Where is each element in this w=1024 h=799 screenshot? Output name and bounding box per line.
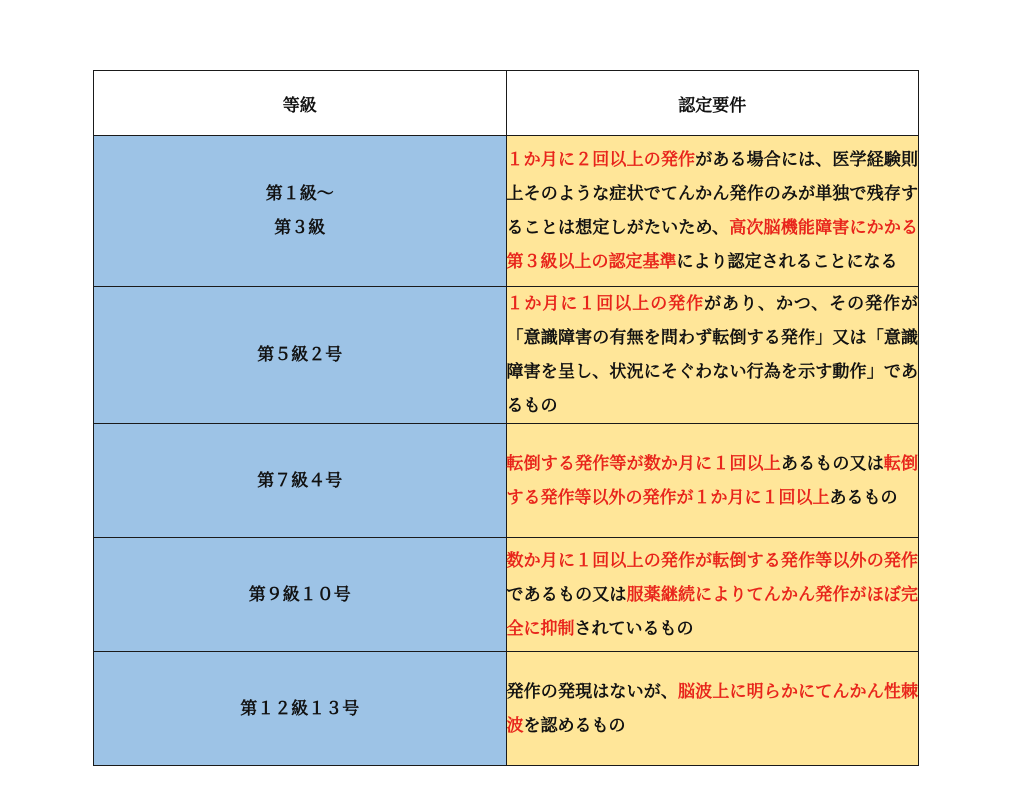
requirement-text: があり、かつ、その発作が「意識障害の有無を問わず転倒する発作」又は「意識障害を呈し、状況にそぐわない行為を示す動作」であるもの [506,294,918,416]
requirement-highlight: 転倒する発作等が数か月に１回以上 [506,453,781,474]
requirement-highlight: 服薬継続によりてんかん発作がほぼ完全に抑制 [506,584,919,639]
grade-table [93,70,919,766]
grade-label: 第１級～ [265,184,334,204]
requirement-highlight: 転倒する発作等以外の発作が１か月に１回以上 [506,453,919,508]
header-requirement: 認定要件 [506,71,919,136]
grade-label: 第３級 [274,218,326,238]
grade-cell [94,538,507,652]
requirement-cell [506,424,919,538]
requirement-cell [506,652,919,766]
requirement-cell [506,538,919,652]
table-row [94,424,919,538]
grade-table-container [93,70,919,766]
grade-cell [94,652,507,766]
requirement-highlight: １か月に２回以上の発作 [506,150,696,170]
grade-label: 第１２級１３号 [240,698,360,719]
requirement-text: により認定されることになる [676,252,898,272]
requirement-text: 発作の発現はないが、 [506,681,679,702]
grade-label: 第７級４号 [257,470,343,491]
requirement-highlight: 高次脳機能障害にかかる第３級以上の認定基準 [506,218,919,272]
requirement-text: がある場合には、医学経験則上そのような症状でてんかん発作のみが単独で残存することは想定しがたいため、 [506,150,919,238]
requirement-text: あるもの [829,487,898,508]
requirement-text: あるもの又は [780,453,884,474]
grade-label: 第９級１０号 [248,584,351,605]
table-body [94,136,919,766]
header-grade: 等級 [94,71,507,136]
requirement-cell [506,287,919,424]
grade-cell [94,424,507,538]
requirement-text: されているもの [574,618,694,639]
table-row [94,287,919,424]
requirement-highlight: 脳波上に明らかにてんかん性棘波 [506,681,919,736]
header-row [94,71,919,136]
grade-cell [94,287,507,424]
requirement-text: を認めるもの [523,715,626,736]
requirement-highlight: １か月に１回以上の発作 [506,294,705,314]
table-row [94,538,919,652]
grade-label: 第５級２号 [257,345,343,365]
table-row [94,652,919,766]
requirement-highlight: 数か月に１回以上の発作が転倒する発作等以外の発作 [506,550,918,571]
grade-cell [94,136,507,287]
table-row [94,136,919,287]
requirement-text: であるもの又は [506,584,627,605]
requirement-cell [506,136,919,287]
